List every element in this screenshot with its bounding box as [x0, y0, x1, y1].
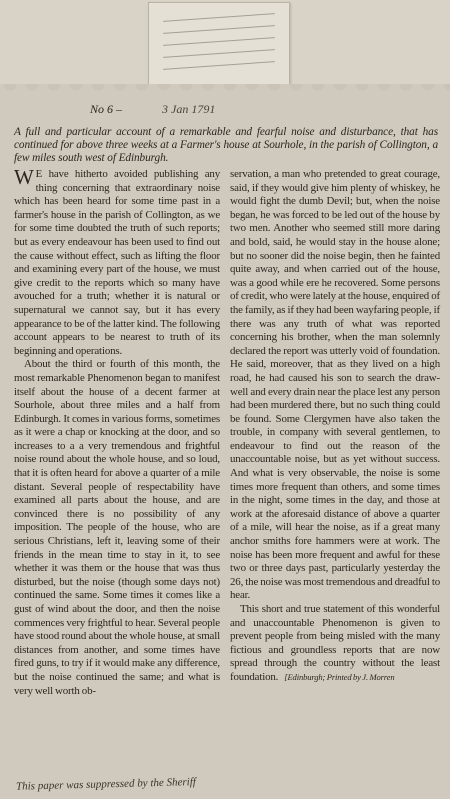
printer-imprint: [Edinburgh; Printed by J. Morren: [284, 671, 395, 682]
scribble-line: [163, 49, 275, 58]
scribble-line: [163, 37, 275, 46]
document-number: No 6 –: [90, 102, 123, 116]
left-column: [14, 165, 220, 698]
paragraph-text: This short and true statement of this wonderful and unaccountable Phenomenon is given to prevent people from being misled with the many fictious and groundless reports that are now spread through the country without the least foundation.: [230, 603, 440, 683]
drop-cap: W: [14, 165, 34, 189]
torn-edge: [0, 84, 450, 98]
scribble-line: [163, 13, 275, 22]
paragraph: [230, 603, 440, 685]
heading-line: [20, 102, 430, 120]
paragraph-text: E have hitherto avoided publishing any thing concerning that extraordinary noise which has been heard for some time past in a farmer's house in the parish of Collington, as we for some time doubted the truth of such reports; but as every endeavour has been used to find out the cause without effect, such as lifting the floor and examining every part of the house, we must give credit to the reports which so many have avouched for a truth; whether it is natural or supernatural we cannot say, but it has every appearance to be of the latter kind. The following account appears to be nearest to truth of its beginning and operations.: [14, 168, 220, 357]
paragraph: [14, 165, 220, 358]
scribble-line: [163, 61, 275, 70]
right-column: [230, 168, 440, 685]
document-title: A full and particular account of a remarkable and fearful noise and disturbance, that has continued for above three weeks at a Farmer's house at Sourhole, in the parish of Collington, a few miles south west of Edinburgh.: [14, 126, 438, 164]
handwritten-clipping: [148, 2, 290, 86]
scribble-line: [163, 25, 275, 34]
handwritten-date: 3 Jan 1791: [162, 102, 216, 116]
handwritten-footer: This paper was suppressed by the Sheriff: [15, 776, 197, 793]
paragraph: servation, a man who pretended to great courage, said, if they would give him plenty of whiskey, he would fight the dumb Devil; but, when the noise began, he was forced to be led out of the house by two men. Another who seemed still more daring and bold, said, he would stay in the house alone; but no sooner did the noise begin, then he fainted quite away, and when carried out of the house, was a good while ere he recovered. Some persons of credit, who were lately at the house, enquired of the family, as if they had been wayfaring people, if there was any truth of what was reported concerning his brother, when the man solemnly declared the report was utterly void of foundation. He said, moreover, that as they lived on a high road, he had caused his son to search the draw-well and every drain near the place lest any person had been murdered there, but no such thing could be found. Some Clergymen have also taken the trouble, in company with several gentlemen, to endeavour to find out the reason of the unaccountable noise, but as yet without success. And what is very observable, the noise is some times more frequent than others, and some times in the night, some times in the day, and those at work at the aforesaid distance of above a quarter of a mile, will hear the noise, as if a great many anchor smiths fore hammers were at work. The noise has been more frequent and awful for these two or three days past, particularly yesterday the 26, the noise was most tremendous and dreadful to hear.: [230, 168, 440, 602]
paragraph: About the third or fourth of this month, the most remarkable Phenomenon began to manifest itself about the house of a decent farmer at Sourhole, about three miles and a half from Edinburgh. It comes in various forms, sometimes as it were a chap or knocking at the door, and so increases to a a very tremendous and frightful noise round about the whole house, and so loud, that it is often heard for above a quarter of a mile distant. Several people of respectability have examined all parts about the house, and are convinced there is no possibility of any imposition. The people of the house, who are serious Christians, left it, leaving some of their friends in the mean time to stay in it, to see whether it was them or the house that was thus disturbed, but the noise (though some days not) continued the same. Some times it comes like a gust of wind about the door, and then the noise commences very frightful to hear. Several people have stood round about the whole house, at small distances from another, and some times have fired guns, to try if it would make any difference, but the noise continued the same; and what is very well worth ob-: [14, 358, 220, 697]
